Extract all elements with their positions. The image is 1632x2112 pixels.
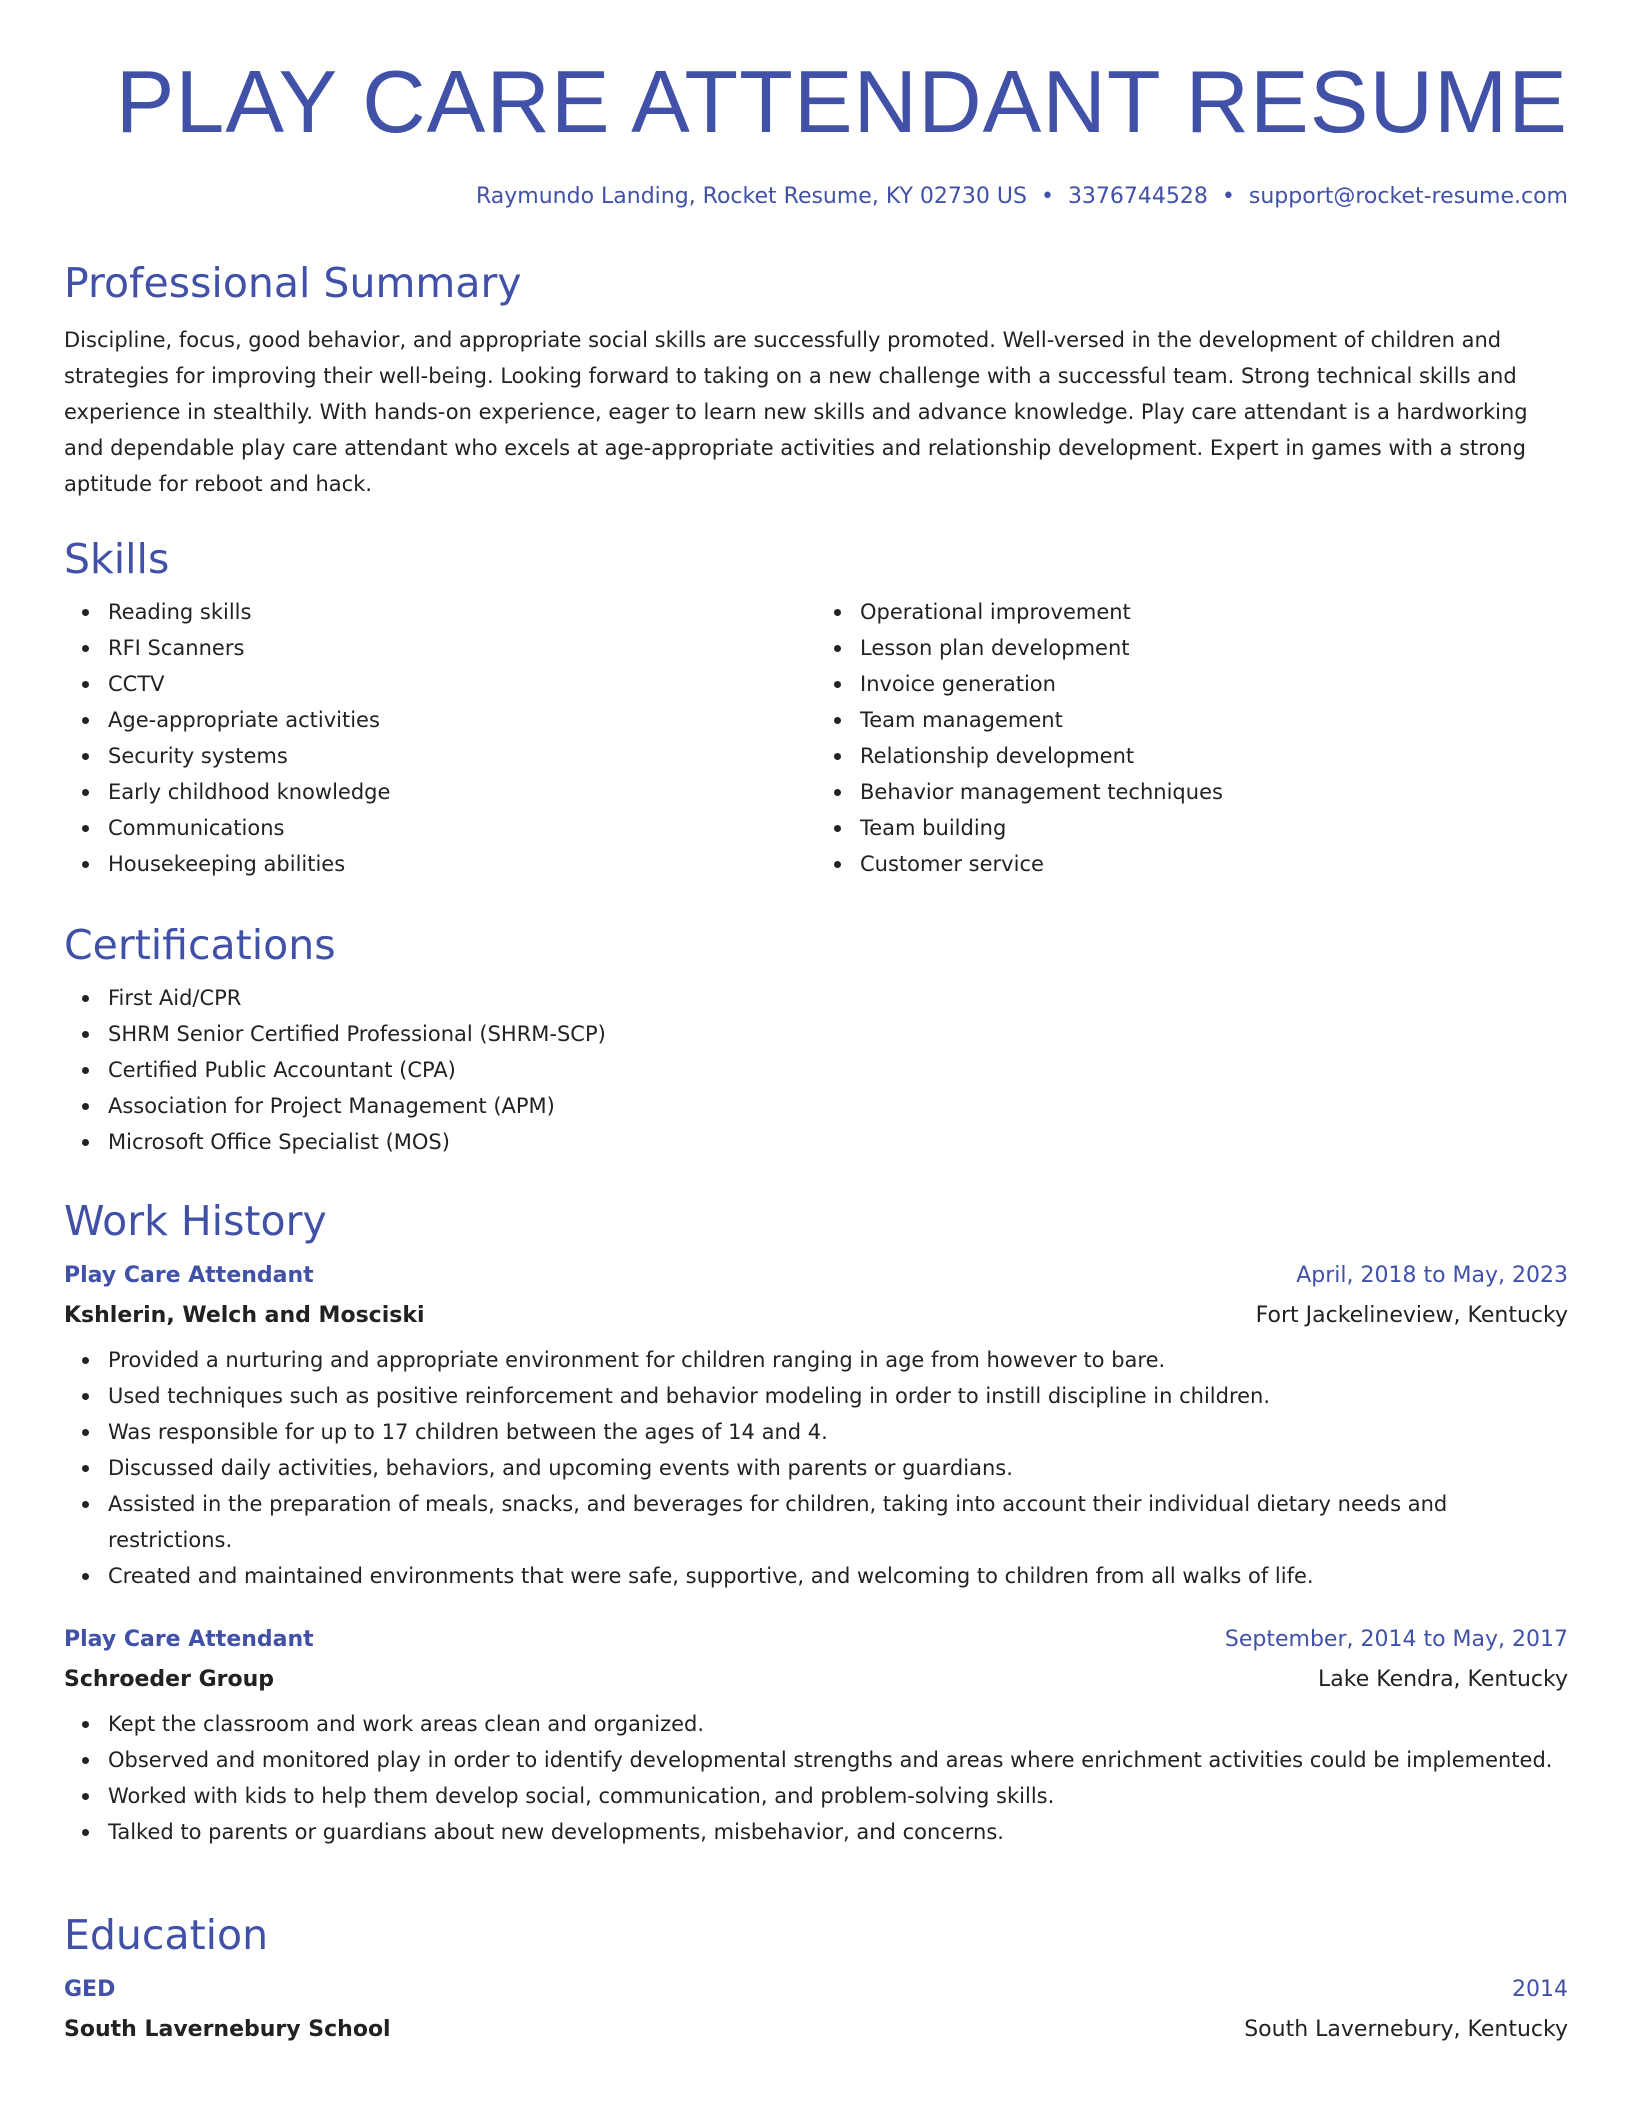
job-bullet: Provided a nurturing and appropriate environment for children ranging in age from however to bare. [108,1342,1568,1378]
section-heading-education: Education [64,1911,269,1959]
skills-section [64,534,1568,882]
education-degree: GED [64,1977,116,2002]
section-heading-summary: Professional Summary [64,259,522,307]
skill-item: Reading skills [108,594,816,630]
section-heading-certifications: Certifications [64,921,336,969]
certifications-list [64,980,1568,1160]
resume-header [64,0,1568,212]
skill-item: Behavior management techniques [860,774,1568,810]
job-entry [64,1256,1568,1594]
job-title: Play Care Attendant [64,1263,314,1288]
work-history-section [64,1196,1568,1850]
skill-item: Customer service [860,846,1568,882]
job-bullet: Kept the classroom and work areas clean and organized. [108,1706,1568,1742]
job-dates: April, 2018 to May, 2023 [1296,1263,1568,1288]
education-location: South Lavernebury, Kentucky [1244,2017,1568,2042]
certifications-section [64,920,1568,1160]
job-employer: Kshlerin, Welch and Mosciski [64,1303,425,1328]
job-location: Lake Kendra, Kentucky [1318,1667,1568,1692]
skill-item: Security systems [108,738,816,774]
job-subheader [64,1660,1568,1700]
page-title: PLAY CARE ATTENDANT RESUME [115,52,1568,151]
education-school: South Lavernebury School [64,2017,391,2042]
job-bullet: Used techniques such as positive reinforcement and behavior modeling in order to instill discipline in children. [108,1378,1568,1414]
contact-separator: • [1221,184,1235,209]
skills-grid [64,584,1568,882]
certification-item: Association for Project Management (APM) [108,1088,1568,1124]
certification-item: Certified Public Accountant (CPA) [108,1052,1568,1088]
education-section [64,1910,1568,2050]
job-bullet: Talked to parents or guardians about new developments, misbehavior, and concerns. [108,1814,1568,1850]
contact-address: Raymundo Landing, Rocket Resume, KY 02730 US [475,184,1027,209]
skill-item: Invoice generation [860,666,1568,702]
contact-line [64,182,1568,212]
contact-email[interactable]: support@rocket-resume.com [1248,184,1568,209]
job-employer: Schroeder Group [64,1667,275,1692]
job-subheader [64,1296,1568,1336]
skill-item: Operational improvement [860,594,1568,630]
job-bullet: Assisted in the preparation of meals, snacks, and beverages for children, taking into account their individual dietary needs and restrictions. [108,1486,1568,1558]
section-heading-skills: Skills [64,535,170,583]
summary-section [64,258,1568,502]
job-bullet: Observed and monitored play in order to identify developmental strengths and areas where enrichment activities could be implemented. [108,1742,1568,1778]
job-title: Play Care Attendant [64,1627,314,1652]
contact-phone[interactable]: 3376744528 [1067,184,1208,209]
skill-item: Relationship development [860,738,1568,774]
skill-item: Age-appropriate activities [108,702,816,738]
skill-item: RFI Scanners [108,630,816,666]
education-header [64,1970,1568,2010]
certification-item: First Aid/CPR [108,980,1568,1016]
skill-item: CCTV [108,666,816,702]
job-bullet: Was responsible for up to 17 children between the ages of 14 and 4. [108,1414,1568,1450]
skill-item: Team building [860,810,1568,846]
job-bullets [64,1342,1568,1594]
skill-item: Team management [860,702,1568,738]
job-header [64,1620,1568,1660]
skill-item: Early childhood knowledge [108,774,816,810]
section-heading-work-history: Work History [64,1197,327,1245]
contact-separator: • [1040,184,1054,209]
job-bullet: Worked with kids to help them develop social, communication, and problem-solving skills. [108,1778,1568,1814]
certification-item: Microsoft Office Specialist (MOS) [108,1124,1568,1160]
skill-item: Communications [108,810,816,846]
skills-list-left [64,594,816,882]
job-bullet: Created and maintained environments that were safe, supportive, and welcoming to children from all walks of life. [108,1558,1568,1594]
skills-list-right [816,594,1568,882]
job-bullet: Discussed daily activities, behaviors, and upcoming events with parents or guardians. [108,1450,1568,1486]
job-entry [64,1620,1568,1850]
certification-item: SHRM Senior Certified Professional (SHRM-SCP) [108,1016,1568,1052]
job-header [64,1256,1568,1296]
education-subheader [64,2010,1568,2050]
education-year: 2014 [1512,1977,1568,2002]
job-dates: September, 2014 to May, 2017 [1224,1627,1568,1652]
summary-text: Discipline, focus, good behavior, and appropriate social skills are successfully promoted. Well-versed in the development of children and strategies for improving their well-being. Looking forward to taking on a new challenge with a successful team. Strong technical skills and experience in stealthily. With hands-on experience, eager to learn new skills and advance knowledge. Play care attendant is a hardworking and dependable play care attendant who excels at age-appropriate activities and relationship development. Expert in games with a strong aptitude for reboot and hack. [64,328,1528,496]
job-bullets [64,1706,1568,1850]
skill-item: Lesson plan development [860,630,1568,666]
job-location: Fort Jackelineview, Kentucky [1255,1303,1568,1328]
skill-item: Housekeeping abilities [108,846,816,882]
